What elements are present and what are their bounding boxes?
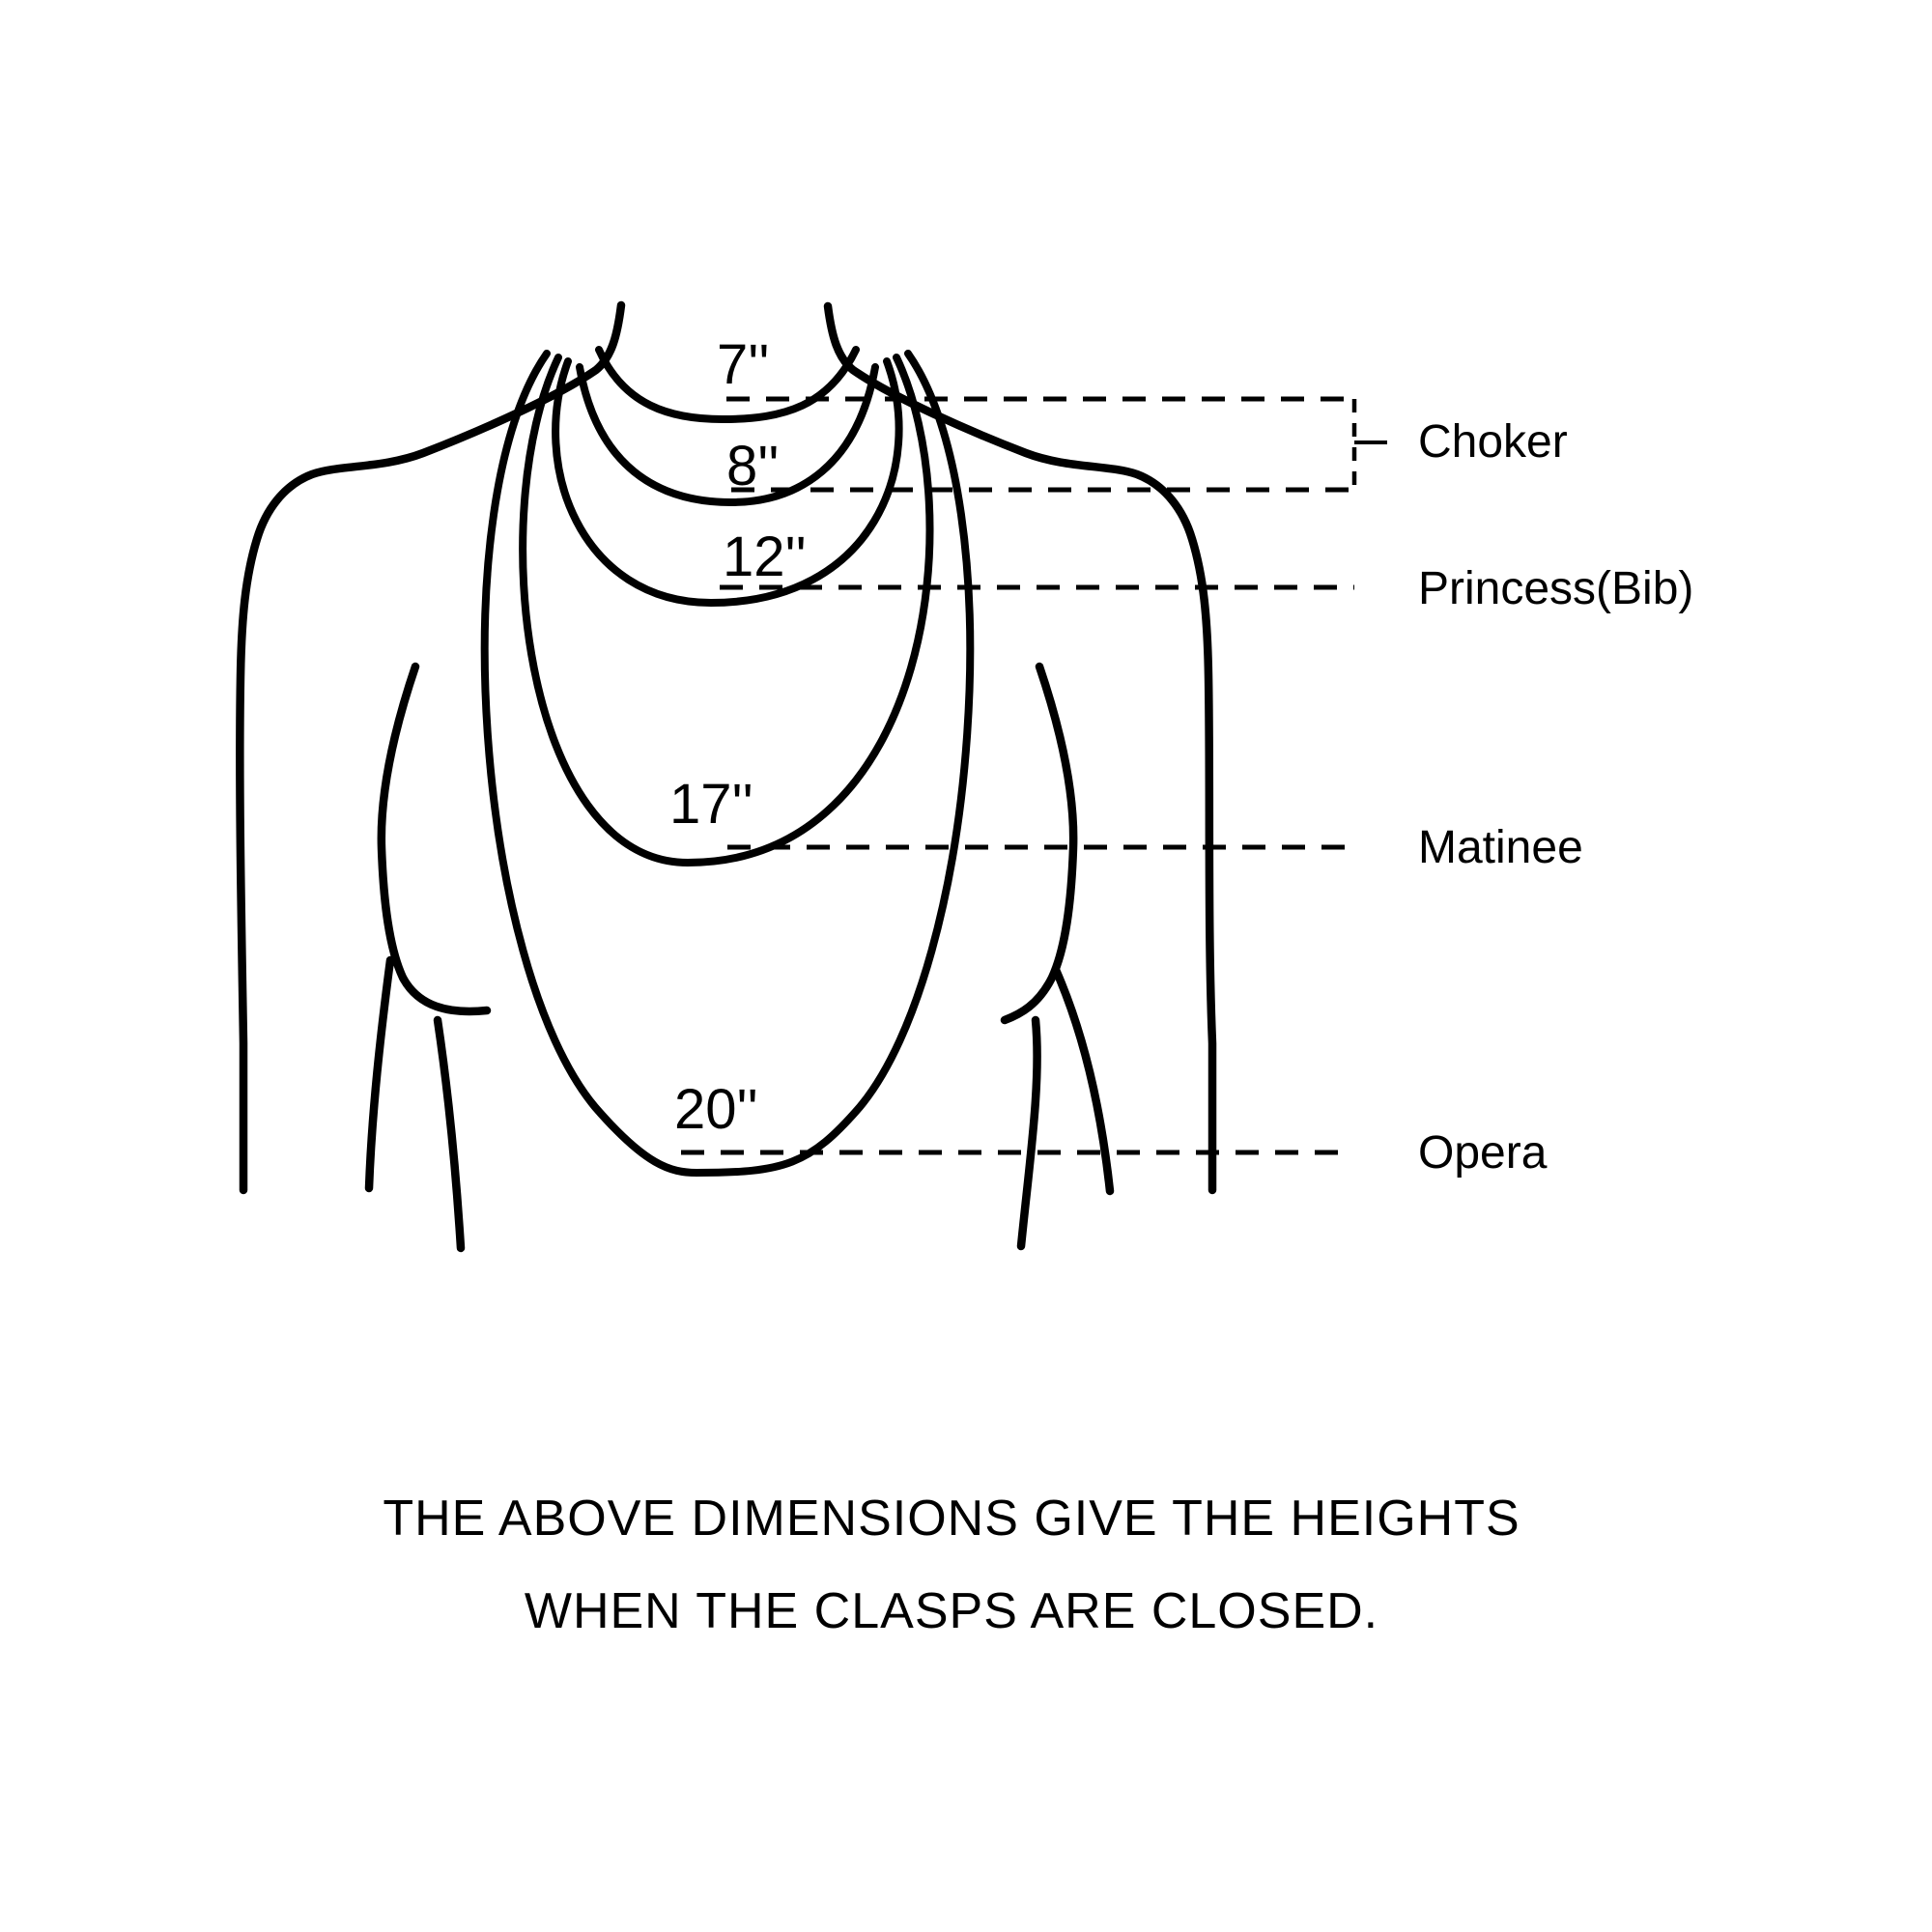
right-breast-curve (1005, 667, 1073, 1020)
style-label-matinee: Matinee (1418, 822, 1583, 873)
size-label-17in: 17'' (669, 773, 753, 836)
style-label-opera: Opera (1418, 1127, 1548, 1179)
size-label-8in: 8'' (726, 435, 780, 497)
size-labels (669, 333, 807, 1141)
left-side-line-inner (369, 960, 390, 1188)
caption-line-1: THE ABOVE DIMENSIONS GIVE THE HEIGHTS (383, 1491, 1520, 1547)
style-labels (1418, 416, 1693, 1179)
left-side-line-outer (438, 1020, 461, 1248)
style-label-choker: Choker (1418, 416, 1568, 468)
torso-right-silhouette (828, 306, 1212, 1190)
right-side-line-inner (1056, 970, 1110, 1191)
size-label-7in: 7'' (717, 333, 770, 396)
style-label-princess: Princess(Bib) (1418, 563, 1694, 614)
size-label-20in: 20'' (674, 1078, 758, 1141)
right-side-line-outer (1021, 1020, 1037, 1246)
left-breast-curve (382, 667, 487, 1011)
caption-line-2: WHEN THE CLASPS ARE CLOSED. (524, 1583, 1379, 1639)
size-label-12in: 12'' (723, 526, 807, 588)
caption (383, 1491, 1520, 1639)
